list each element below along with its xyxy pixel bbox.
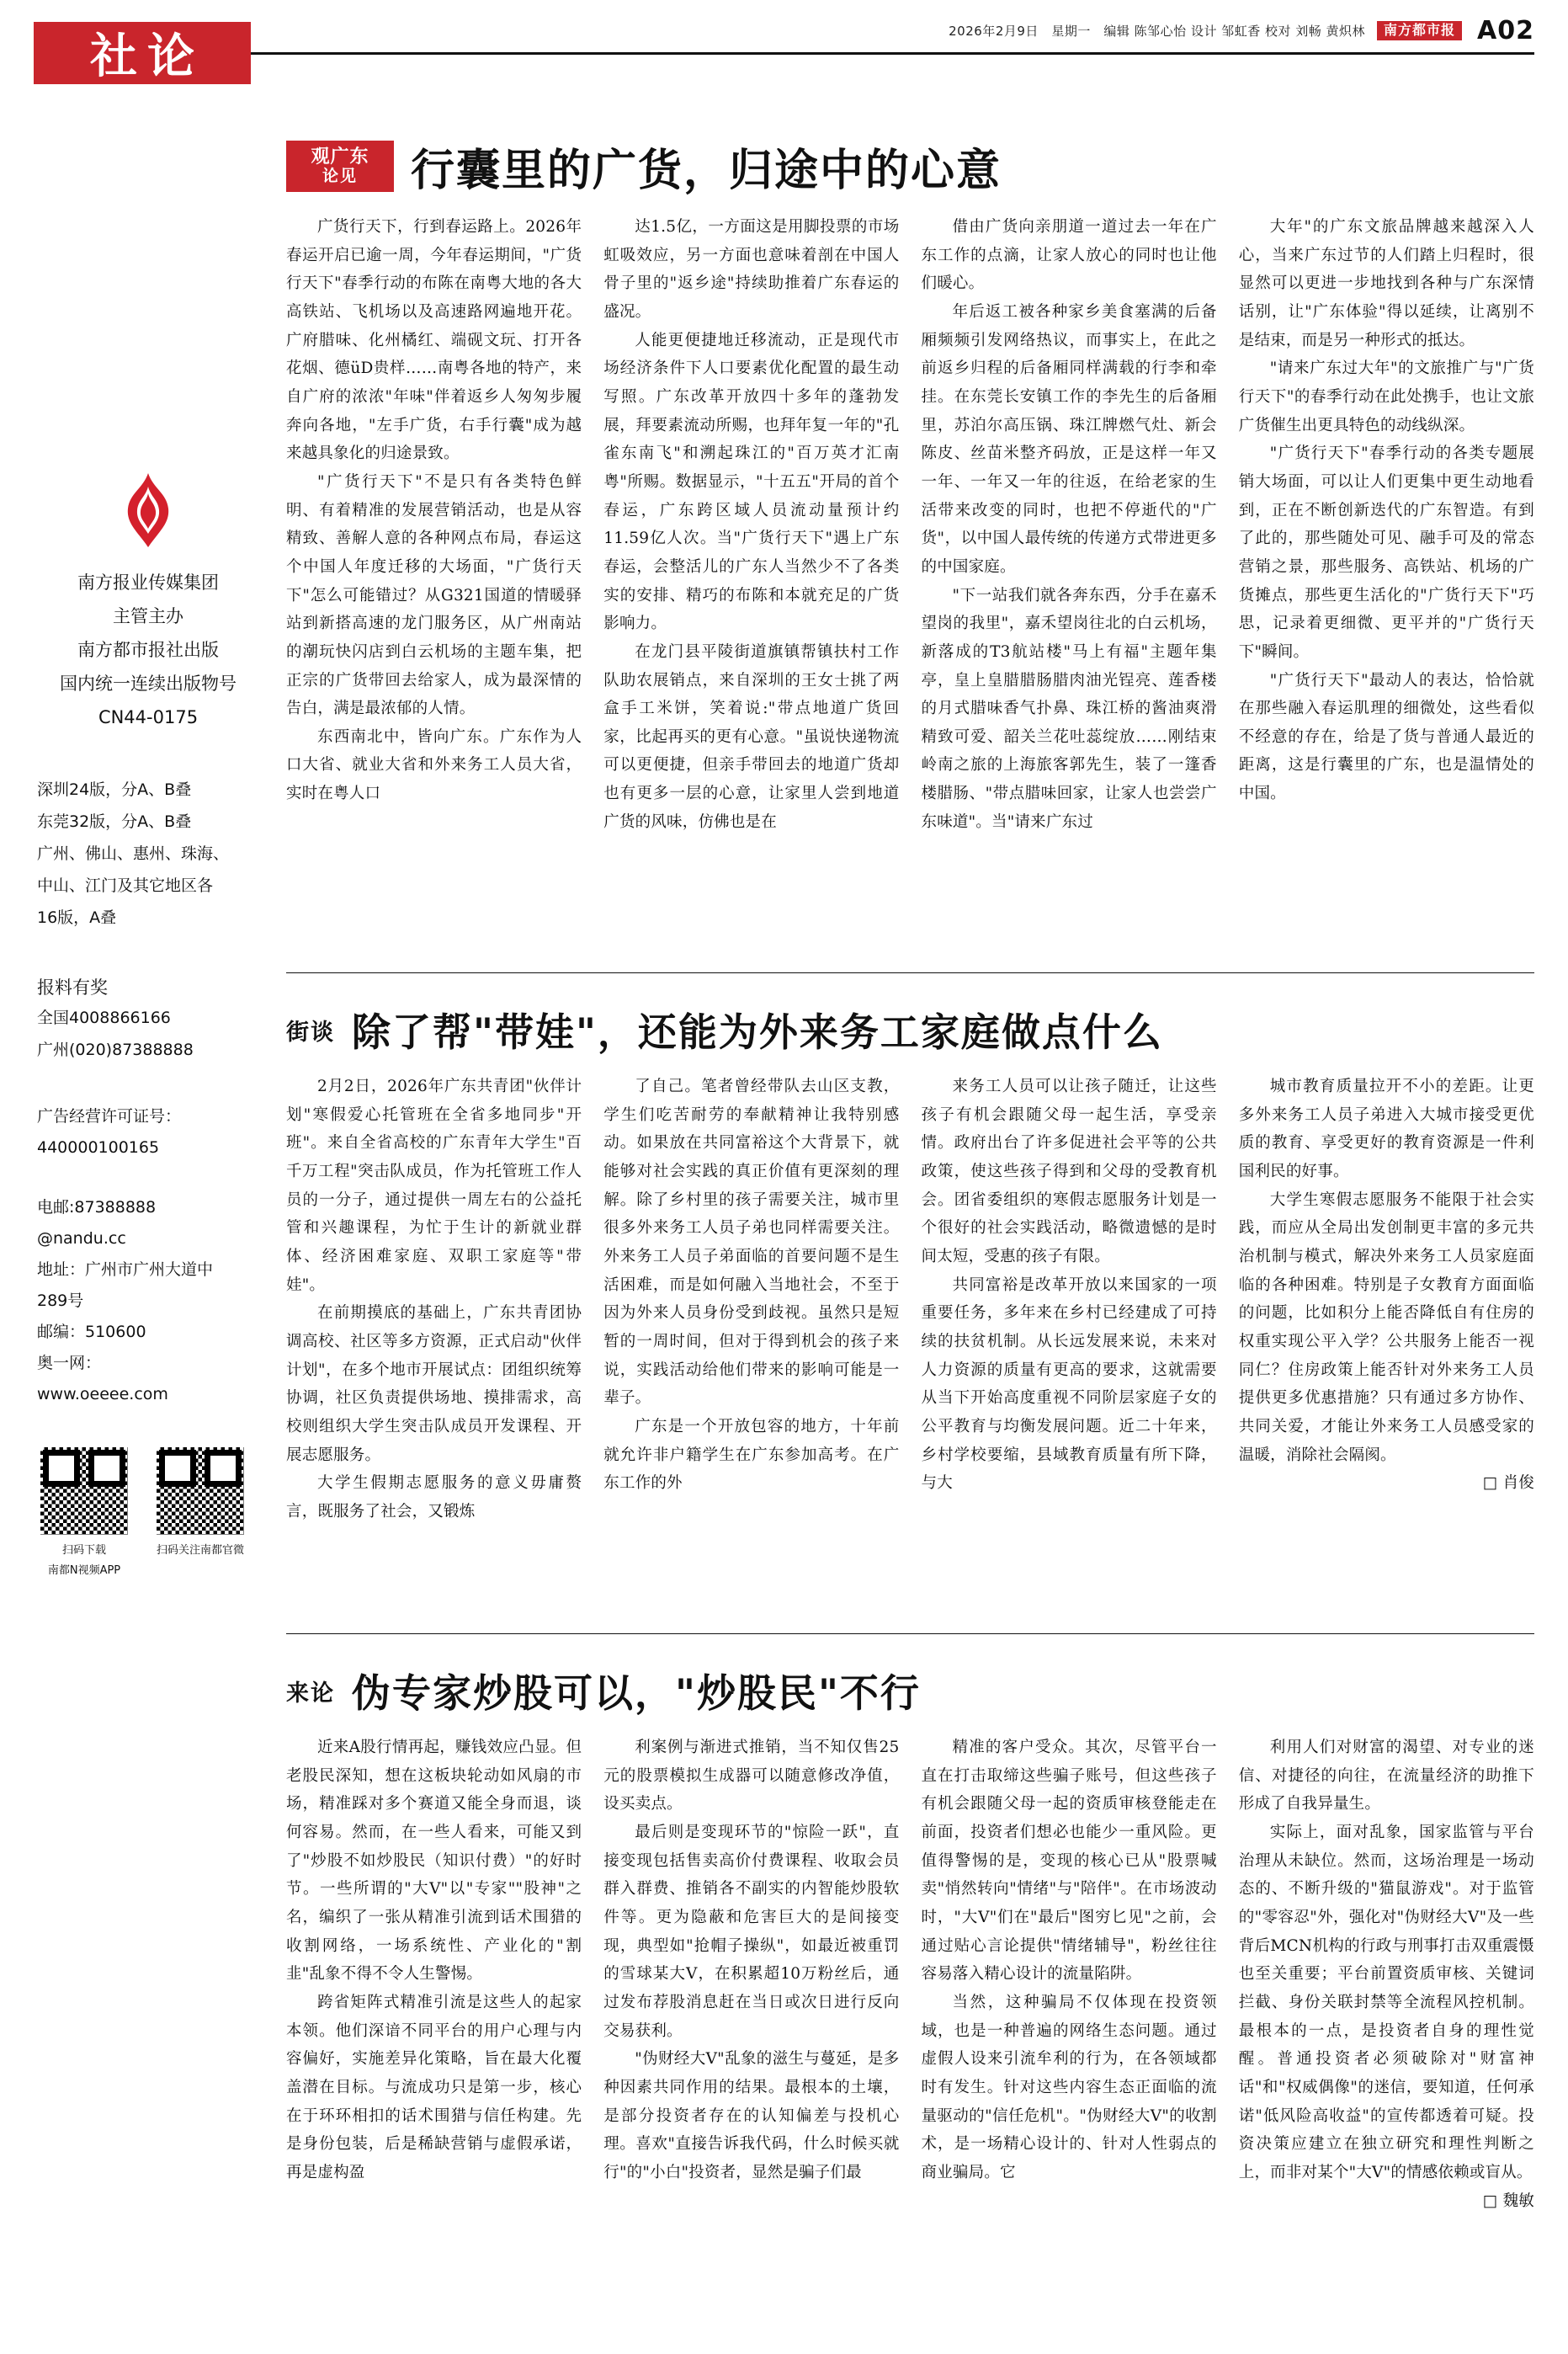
qr-code-app[interactable] <box>37 1444 131 1579</box>
article-column <box>922 213 1217 836</box>
kicker-badge-line1: 观广东 <box>311 145 369 168</box>
article-column <box>922 1073 1217 1526</box>
paragraph: "伪财经大V"乱象的滋生与蔓延，是多种因素共同作用的结果。最根本的土壤，是部分投资者存在的认知偏差与投机心理。喜欢"直接告诉我代码，什么时候买就行"的"小白"投资者，显然是骗子们最 <box>603 2050 900 2181</box>
qr-code-app-caption1: 扫码下载 <box>61 1543 106 1557</box>
paragraph: 大学生寒假志愿服务不能限于社会实践，而应从全局出发创制更丰富的多元共治机制与模式，解决外来务工人员家庭面临的各种困难。特别是子女教育方面面临的问题，比如积分上能否降低自有住房的权重实现公平入学？公共服务上能否一视同仁？住房政策上能否针对外来务工人员提供更多优惠措施？只有通过多方协作、共同关爱，才能让外来务工人员感受家的温暖，消除社会隔阂。 <box>1238 1190 1534 1464</box>
publisher-info <box>34 567 263 734</box>
contact-line: 电邮:87388888 <box>37 1197 157 1217</box>
article-divider <box>286 1633 1534 1634</box>
paragraph: 跨省矩阵式精准引流是这些人的起家本领。他们深谙不同平台的用户心理与内容偏好，实施差异化策略，旨在最大化覆盖潜在目标。与流成功只是第一步，核心在于环环相扣的话术围猎与信任构建。先是身份包装，后是稀缺营销与虚假承诺，再是虚构盈 <box>286 1993 582 2181</box>
paragraph: 共同富裕是改革开放以来国家的一项重要任务，多年来在乡村已经建成了可持续的扶贫机制。从长远发展来说，未来对人力资源的质量有更高的要求，这就需要从当下开始高度重视不同阶层家庭子女的公平教育与均衡发展问题。近二十年来，乡村学校要缩，县域教育质量有所下降，与大 <box>921 1276 1217 1493</box>
masthead-credits: 2026年2月9日 星期一 编辑 陈邹心怡 设计 邹虹香 校对 刘畅 黄炽林 <box>949 23 1366 39</box>
article-comment-headline: 伪专家炒股可以，"炒股民"不行 <box>352 1670 921 1716</box>
paragraph: 人能更便捷地迁移流动，正是现代市场经济条件下人口要素优化配置的最生动写照。广东改革开放四十多年的蓬勃发展，拜要素流动所赐，也拜年复一年的"孔雀东南飞"和溯起珠江的"百万英才汇南粤"所赐。数据显示，"十五五"开局的首个春运，广东跨区域人员流动量预计约11.59亿人次。当"广货行天下"遇上广东春运，会整活儿的广东人当然少不了各类实的安排、精巧的布陈和本就充足的广货影响力。 <box>603 331 900 633</box>
section-flag-label: 社论 <box>90 29 205 84</box>
paragraph: 达1.5亿，一方面这是用脚投票的市场虹吸效应，另一方面也意味着剖在中国人骨子里的"返乡途"持续助推着广东春运的盛况。 <box>603 218 900 321</box>
publisher-line: 南方都市报社出版 <box>77 640 219 661</box>
ad-licence <box>34 1101 263 1164</box>
article-column <box>922 1734 1217 2215</box>
paragraph: 利案例与渐进式推销，当不知仅售25元的股票模拟生成器可以随意修改净值，设买卖点。 <box>603 1739 900 1813</box>
paragraph: 在前期摸底的基础上，广东共青团协调高校、社区等多方资源，正式启动"伙伴计划"，在多个地市开展试点：团组织统筹协调，社区负责提供场地、摸排需求，高校则组织大学生突击队成员开发课程、开展志愿服务。 <box>286 1304 582 1464</box>
paragraph: 借由广货向亲朋道一道过去一年在广东工作的点滴，让家人放心的同时也让他们暖心。 <box>921 218 1217 293</box>
article-comment-head <box>286 1663 1534 1718</box>
edition-line: 16版，A叠 <box>37 908 117 927</box>
section-flag <box>34 22 251 84</box>
paragraph: "广货行天下"不是只有各类特色鲜明、有着精准的发展营销活动，也是从容精致、善解人意的各种网点布局，春运这个中国人年度迁移的大场面，"广货行天下"怎么可能错过？从G321国道的情暖驿站到新搭高速的龙门服务区，从广州南站的潮玩快闪店到白云机场的主题车集，把正宗的广货带回去给家人，成为最深情的告白，满是最浓郁的人情。 <box>286 472 582 718</box>
paragraph: "广货行天下"春季行动的各类专题展销大场面，可以让人们更集中更生动地看到，正在不断创新迭代的广东智造。有到了此的，那些随处可见、融手可及的常态营销之景，那些服务、高铁站、机场的广货摊点，那些更生活化的"广货行天下"巧思，记录着更细微、更平并的"广货行天下"瞬间。 <box>1238 445 1534 661</box>
masthead-bar <box>34 12 1534 49</box>
paragraph: 广货行天下，行到春运路上。2026年春运开启已逾一周，今年春运期间，"广货行天下"春季行动的布陈在南粤大地的各大高铁站、飞机场以及高速路网遍地开花。广府腊味、化州橘红、端砚文玩、打开各花烟、德üD贵样……南粤各地的特产，来自广府的浓浓"年味"伴着返乡人匆匆步履奔向各地，"左手广货，右手行囊"成为越来越具象化的归途景致。 <box>286 218 582 463</box>
flame-logo-icon <box>34 471 263 558</box>
edition-line: 深圳24版，分A、B叠 <box>37 780 192 799</box>
article-comment <box>286 1663 1534 2215</box>
paragraph: 2月2日，2026年广东共青团"伙伴计划"寒假爱心托管班在全省多地同步"开班"。来自全省高校的广东青年大学生"百千万工程"突击队成员，作为托管班工作人员的一分子，通过提供一周左右的公益托管和兴趣课程，为忙于生计的新就业群体、经济困难家庭、双职工家庭等"带娃"。 <box>286 1078 582 1294</box>
contact-line: 邮编：510600 <box>37 1322 146 1341</box>
ad-licence-line: 440000100165 <box>37 1137 160 1157</box>
publisher-line: 国内统一连续出版物号 <box>60 673 237 694</box>
kicker-badge-line2: 论见 <box>322 167 358 186</box>
contact-line: 地址：广州市广州大道中 <box>37 1260 214 1279</box>
qr-code-group <box>34 1444 263 1579</box>
article-street-byline: □ 肖俊 <box>1482 1474 1534 1493</box>
paragraph: 了自己。笔者曾经带队去山区支教，学生们吃苦耐劳的奉献精神让我特别感动。如果放在共同富裕这个大背景下，就能够对社会实践的真正价值有更深刻的理解。除了乡村里的孩子需要关注，城市里很多外来务工人员子弟也同样需要关注。外来务工人员子弟面临的首要问题不是生活困难，而是如何融入当地社会，不至于因为外来人员身份受到歧视。虽然只是短暂的一周时间，但对于得到机会的孩子来说，实践活动给他们带来的影响可能是一辈子。 <box>603 1078 900 1408</box>
article-editorial-headline: 行囊里的广货，归途中的心意 <box>411 145 1002 196</box>
left-rail <box>34 471 263 1579</box>
article-column <box>1239 1734 1534 2215</box>
qr-code-weibo-caption1: 扫码关注南都官微 <box>156 1543 244 1557</box>
paragraph: 来务工人员可以让孩子随迁，让这些孩子有机会跟随父母一起生活，享受亲情。政府出台了许多促进社会平等的公共政策，使这些孩子得到和父母的受教育机会。团省委组织的寒假志愿服务计划是一个很好的社会实践活动，略微遗憾的是时间太短，受惠的孩子有限。 <box>921 1078 1217 1265</box>
paragraph: 年后返工被各种家乡美食塞满的后备厢频频引发网络热议，而事实上，在此之前返乡归程的后备厢同样满载的行李和牵挂。在东莞长安镇工作的李先生的后备厢里，苏泊尔高压锅、珠江牌燃气灶、新会陈皮、丝苗米整齐码放，正是这样一年又一年、一年又一年的往返，在给老家的生活带来改变的同时，也把不停逝代的"广货"，以中国人最传统的传递方式带进更多的中国家庭。 <box>921 302 1217 576</box>
paragraph: 大年"的广东文旅品牌越来越深入人心，当来广东过节的人们踏上归程时，很显然可以更进一步地找到各种与广东深情话别，让"广东体验"得以延续，让离别不是结束，而是另一种形式的抵达。 <box>1238 218 1534 349</box>
article-editorial <box>286 135 1534 836</box>
tipline-number: 广州(020)87388888 <box>37 1040 194 1059</box>
article-divider <box>286 972 1534 973</box>
paragraph: 在龙门县平陵街道旗镇帮镇扶村工作队助农展销点，来自深圳的王女士挑了两盒手工米饼，笑着说:"带点地道广货回家，比起再买的更有心意。"虽说快递物流可以更便捷，但亲手带回去的地道广货却也有更多一层的心意，让家里人尝到地道广货的风味，仿佛也是在 <box>603 642 900 831</box>
contact-info <box>34 1192 263 1410</box>
paragraph: 城市教育质量拉开不小的差距。让更多外来务工人员子弟进入大城市接受更优质的教育、享受更好的教育资源是一件利国利民的好事。 <box>1238 1078 1534 1180</box>
masthead-divider <box>34 52 1534 55</box>
qr-code-weibo-image[interactable] <box>153 1444 247 1538</box>
article-column <box>1239 213 1534 836</box>
article-comment-body <box>286 1734 1534 2215</box>
publication-nameplate: 南方都市报 <box>1377 21 1462 40</box>
ad-licence-line: 广告经营许可证号： <box>37 1106 182 1126</box>
paragraph: 东西南北中，皆向广东。广东作为人口大省、就业大省和外来务工人员大省，实时在粤人口 <box>286 727 582 803</box>
publisher-line: 主管主办 <box>113 606 183 627</box>
qr-code-weibo[interactable] <box>153 1444 247 1579</box>
edition-line: 中山、江门及其它地区各 <box>37 876 214 895</box>
article-editorial-head <box>286 135 1534 198</box>
article-comment-kicker: 来论 <box>286 1680 335 1707</box>
article-street-kicker: 街谈 <box>286 1019 335 1046</box>
qr-code-app-image[interactable] <box>37 1444 131 1538</box>
article-editorial-body <box>286 213 1534 836</box>
article-comment-byline: □ 魏敏 <box>1482 2192 1534 2210</box>
article-street-head <box>286 1002 1534 1057</box>
tipline-numbers <box>34 1003 263 1065</box>
article-street-body <box>286 1073 1534 1526</box>
article-street-headline: 除了帮"带娃"，还能为外来务工家庭做点什么 <box>352 1009 1163 1055</box>
paragraph: "下一站我们就各奔东西，分手在嘉禾望岗的我里"，嘉禾望岗往北的白云机场，新落成的T3航站楼"马上有福"主题年集亭，皇上皇腊腊肠腊肉油光锃亮、莲香楼的月式腊味香气扑鼻、珠江桥的酱油爽滑精致可爱、韶关兰花吐蕊绽放……刚结束岭南之旅的上海旅客郭先生，装了一篷香楼腊肠、"带点腊味回家，让家人也尝尝广东味道"。当"请来广东过 <box>921 586 1217 831</box>
paragraph: 广东是一个开放包容的地方，十年前就允许非户籍学生在广东参加高考。在广东工作的外 <box>603 1417 900 1493</box>
edition-line: 东莞32版，分A、B叠 <box>37 812 192 831</box>
article-column <box>286 1734 582 2215</box>
article-column <box>1239 1073 1534 1526</box>
article-column <box>603 1073 899 1526</box>
publisher-line: 南方报业传媒集团 <box>77 573 219 594</box>
contact-line: @nandu.cc <box>37 1228 126 1248</box>
page-number: A02 <box>1477 15 1534 45</box>
edition-line: 广州、佛山、惠州、珠海、 <box>37 844 230 863</box>
paragraph: 近来A股行情再起，赚钱效应凸显。但老股民深知，想在这板块轮动如风扇的市场，精准踩对多个赛道又能全身而退，谈何容易。然而，在一些人看来，可能又到了"炒股不如炒股民（知识付费）"的好时节。一些所谓的"大V"以"专家""股神"之名，编织了一张从精准引流到话术围猎的收割网络，一场系统性、产业化的"割韭"乱象不得不令人生警惕。 <box>286 1739 582 1984</box>
tipline-title: 报料有奖 <box>37 977 108 998</box>
publisher-line: CN44-0175 <box>98 706 199 727</box>
article-editorial-kicker-badge <box>286 141 394 192</box>
paragraph: 当然，这种骗局不仅体现在投资领域，也是一种普遍的网络生态问题。通过虚假人设来引流牟利的行为，在各领域都时有发生。针对这些内容生态正面临的流量驱动的"信任危机"。"伪财经大V"的收割术，是一场精心设计的、针对人性弱点的商业骗局。它 <box>921 1993 1217 2181</box>
paragraph: 大学生假期志愿服务的意义毋庸赘言，既服务了社会，又锻炼 <box>286 1474 582 1521</box>
qr-code-app-caption2: 南都N视频APP <box>47 1564 121 1578</box>
article-column <box>603 1734 899 2215</box>
edition-list <box>34 774 263 934</box>
contact-line: 289号 <box>37 1291 84 1310</box>
paragraph: 最后则是变现环节的"惊险一跃"，直接变现包括售卖高价付费课程、收取会员群入群费、推销各不副实的内智能炒股软件等。更为隐蔽和危害巨大的是间接变现，典型如"抢帽子操纵"，如最近被重罚的雪球某大V，在积累超10万粉丝后，通过发布荐股消息赶在当日或次日进行反向交易获利。 <box>603 1823 900 2040</box>
paragraph: "广货行天下"最动人的表达，恰恰就在那些融入春运肌理的细微处，这些看似不经意的存在，给是了货与普通人最近的距离，这是行囊里的广东，也是温情处的中国。 <box>1238 671 1534 803</box>
article-street-talk <box>286 1002 1534 1526</box>
contact-line: 奥一网： <box>37 1353 102 1372</box>
paragraph: 精准的客户受众。其次，尽管平台一直在打击取缔这些骗子账号，但这些孩子有机会跟随父母一起的资质审核登能走在前面，投资者们想必也能少一重风险。更值得警惕的是，变现的核心已从"股票喊卖"悄然转向"情绪"与"陪伴"。在市场波动时，"大V"们在"最后"图穷匕见"之前，会通过贴心言论提供"情绪辅导"，粉丝往往容易落入精心设计的流量陷阱。 <box>921 1739 1217 1984</box>
article-column <box>286 213 582 836</box>
article-column <box>286 1073 582 1526</box>
paragraph: "请来广东过大年"的文旅推广与"广货行天下"的春季行动在此处携手，也让文旅广货催生出更具特色的动线纵深。 <box>1238 359 1534 434</box>
tipline-number: 全国4008866166 <box>37 1009 171 1028</box>
article-column <box>603 213 899 836</box>
paragraph: 实际上，面对乱象，国家监管与平台治理从未缺位。然而，这场治理是一场动态的、不断升级的"猫鼠游戏"。对于监管的"零容忍"外，强化对"伪财经大V"及一些背后MCN机构的行政与刑事打击双重震慑也至关重要；平台前置资质审核、关键词拦截、身份关联封禁等全流程风控机制。最根本的一点，是投资者自身的理性觉醒。普通投资者必须破除对"财富神话"和"权威偶像"的迷信，要知道，任何承诺"低风险高收益"的宣传都透着可疑。投资决策应建立在独立研究和理性判断之上，而非对某个"大V"的情感依赖或盲从。 <box>1238 1823 1534 2181</box>
paragraph: 利用人们对财富的渴望、对专业的迷信、对捷径的向往，在流量经济的助推下形成了自我异量生。 <box>1238 1739 1534 1813</box>
contact-line: www.oeeee.com <box>37 1384 168 1403</box>
